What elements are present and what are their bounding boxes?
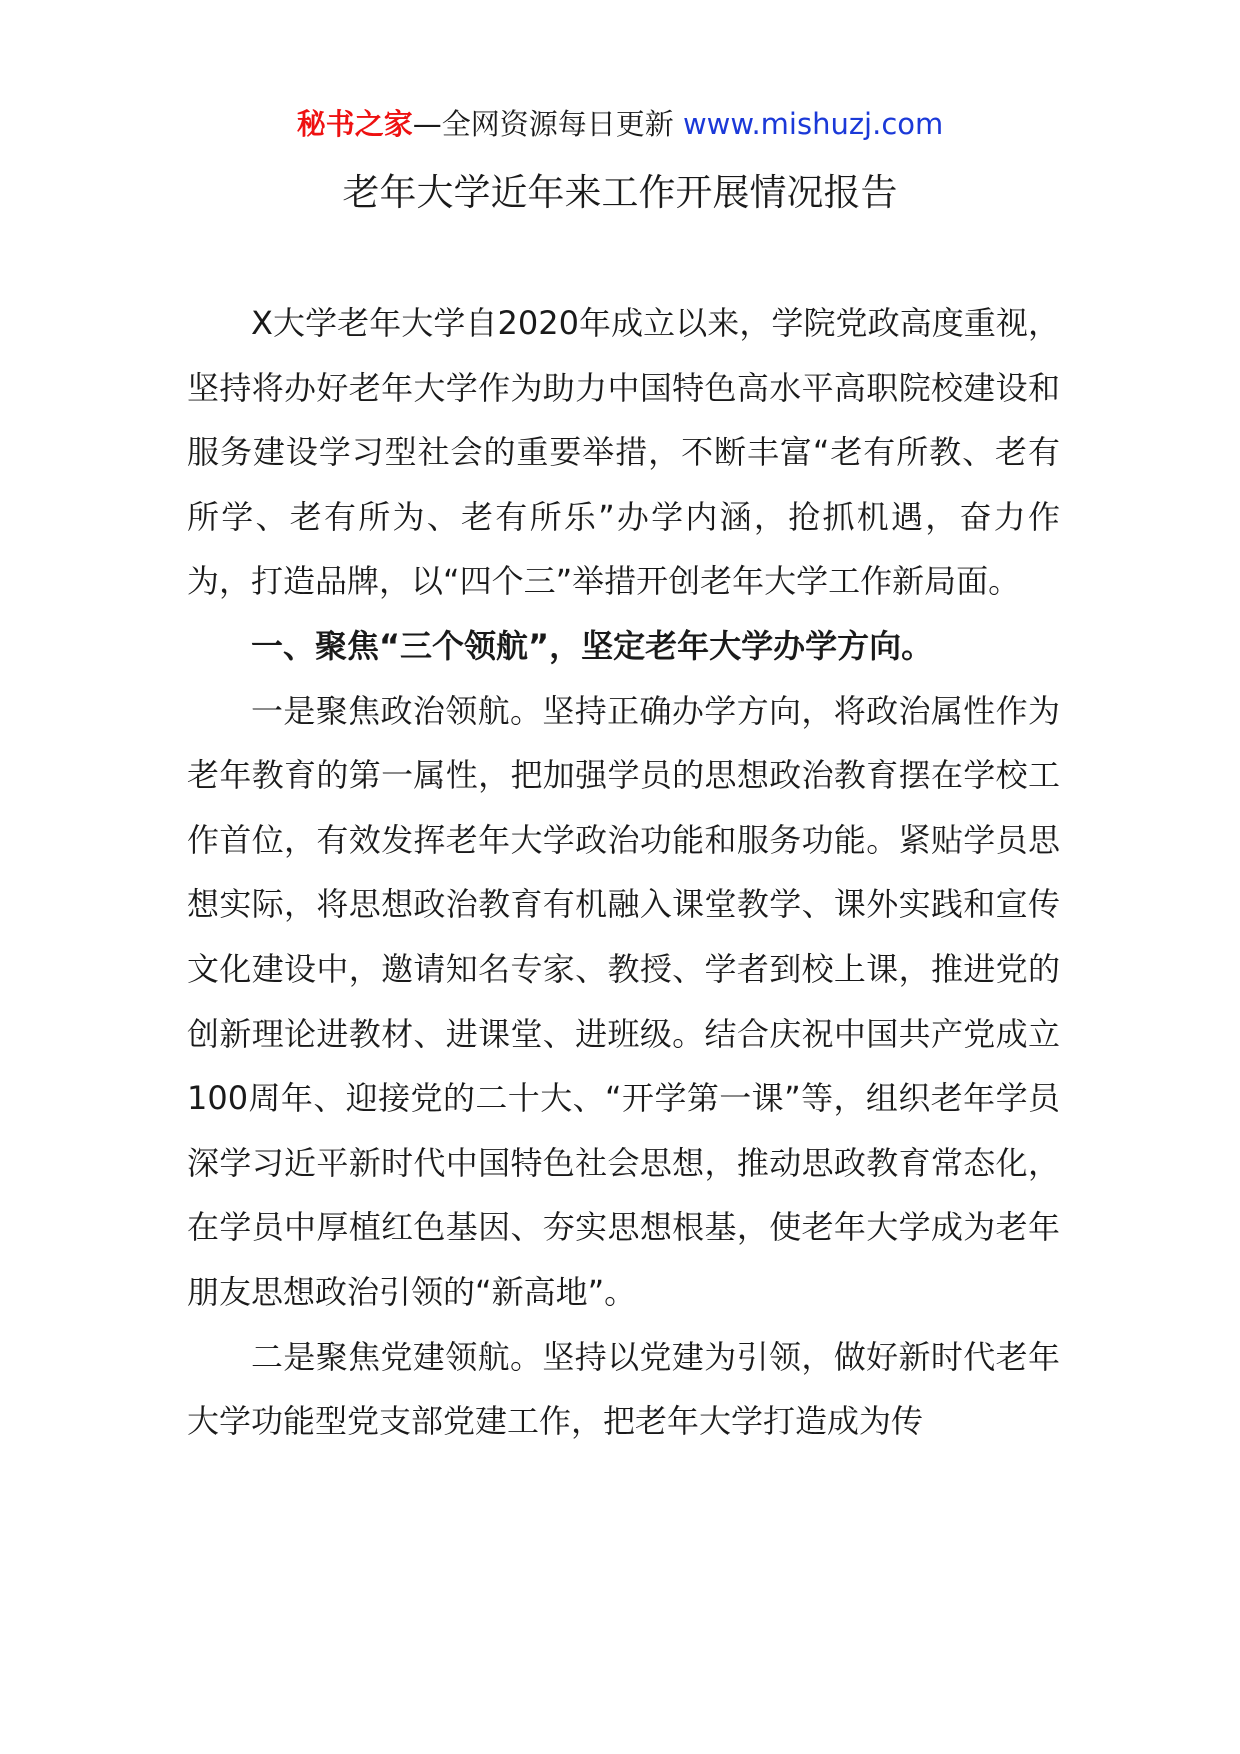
site-header — [0, 104, 1240, 144]
header-slogan: —全网资源每日更新 — [412, 107, 674, 141]
body-paragraph: 一是聚焦政治领航。坚持正确办学方向，将政治属性作为老年教育的第一属性，把加强学员的思想政治教育摆在学校工作首位，有效发挥老年大学政治功能和服务功能。紧贴学员思想实际，将思想政治教育有机融入课堂教学、课外实践和宣传文化建设中，邀请知名专家、教授、学者到校上课，推进党的创新理论进教材、进课堂、进班级。结合庆祝中国共产党成立100周年、迎接党的二十大、“开学第一课”等，组织老年学员深学习近平新时代中国特色社会思想，推动思政教育常态化，在学员中厚植红色基因、夯实思想根基，使老年大学成为老年朋友思想政治引领的“新高地”。 — [187, 691, 1060, 1311]
intro-paragraph: X大学老年大学自2020年成立以来，学院党政高度重视，坚持将办好老年大学作为助力中国特色高水平高职院校建设和服务建设学习型社会的重要举措，不断丰富“老有所教、老有所学、老有所为、老有所乐”办学内涵，抢抓机遇，奋力作为，打造品牌，以“四个三”举措开创老年大学工作新局面。 — [187, 304, 1060, 601]
section-heading: 一、聚焦“三个领航”，坚定老年大学办学方向。 — [251, 626, 934, 665]
body-paragraph: 二是聚焦党建领航。坚持以党建为引领，做好新时代老年大学功能型党支部党建工作，把老年大学打造成为传 — [187, 1337, 1060, 1441]
site-url-link[interactable]: www.mishuzj.com — [682, 107, 944, 141]
brand-name: 秘书之家 — [296, 107, 413, 141]
document-title: 老年大学近年来工作开展情况报告 — [342, 171, 898, 214]
document-body — [187, 291, 1060, 1454]
